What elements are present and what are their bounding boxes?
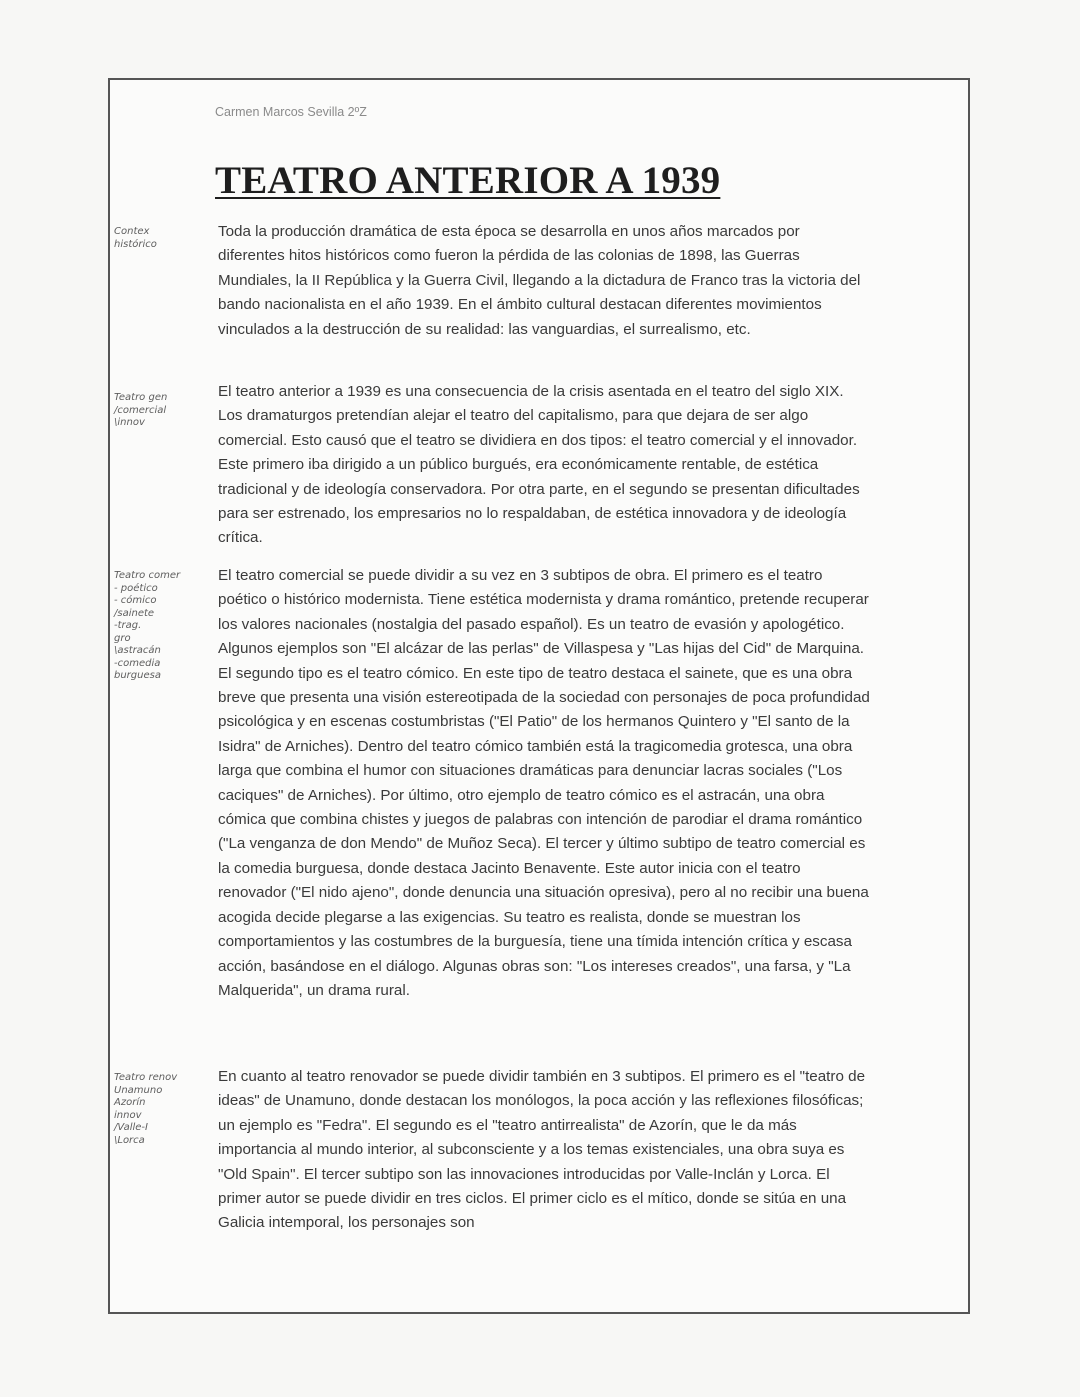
margin-note-renewal: Teatro renov Unamuno Azorín innov /Valle-I \Lorca — [114, 1072, 178, 1146]
margin-note-commercial: Teatro comer - poético - cómico /sainete -trag. gro \astracán -comedia burguesa — [114, 570, 181, 681]
paragraph-commercial-theater: El teatro comercial se puede dividir a su vez en 3 subtipos de obra. El primero es el teatro poético o histórico modernista. Tiene estética modernista y drama romántico, pretende recuperar los valores nacionales (nostalgia del pasado español). Es un teatro de evasión y apologético. Algunos ejemplos son "El alcázar de las perlas" de Villaspesa y "Las hijas del Cid" de Marquina. El segundo tipo es el teatro cómico. En este tipo de teatro destaca el sainete, que es una obra breve que presenta una visión estereotipada de la sociedad con personajes de poca profundidad psicológica y en escenas costumbristas ("El Patio" de los hermanos Quintero y "El santo de la Isidra" de Arniches). Dentro del teatro cómico también está la tragicomedia grotesca, una obra larga que combina el humor con situaciones dramáticas para denunciar lacras sociales ("Los caciques" de Arniches). Por último, otro ejemplo de teatro cómico es el astracán, una obra cómica que combina chistes y juegos de palabras con intención de parodiar el drama romántico ("La venganza de don Mendo" de Muñoz Seca). El tercer y último subtipo de teatro comercial es la comedia burguesa, donde destaca Jacinto Benavente. Este autor inicia con el teatro renovador ("El nido ajeno", donde denuncia una situación opresiva), pero al no recibir una buena acogida decide plegarse a las exigencias. Su teatro es realista, donde se muestran los comportamientos y las costumbres de la burguesía, tiene una tímida intención crítica y escasa acción, basándose en el diálogo. Algunas obras son: "Los intereses creados", una farsa, y "La Malquerida", un drama rural. — [218, 567, 870, 999]
author-header: Carmen Marcos Sevilla 2ºZ — [215, 105, 367, 119]
page-title: TEATRO ANTERIOR A 1939 — [215, 159, 721, 202]
margin-note-theater-types: Teatro gen /comercial \innov — [114, 392, 168, 428]
paragraph-theater-types: El teatro anterior a 1939 es una consecuencia de la crisis asentada en el teatro del siglo XIX. Los dramaturgos pretendían alejar el teatro del capitalismo, para que dejara de ser algo comercial. Esto causó que el teatro se dividiera en dos tipos: el teatro comercial y el innovador. Este primero iba dirigido a un público burgués, era económicamente rentable, de estética tradicional y de ideología conservadora. Por otra parte, en el segundo se presentan dificultades para ser estrenado, los empresarios no lo respaldaban, de estética innovadora y de ideología crítica. — [218, 383, 860, 547]
paragraph-historical-context: Toda la producción dramática de esta época se desarrolla en unos años marcados por diferentes hitos históricos como fueron la pérdida de las colonias de 1898, las Guerras Mundiales, la II República y la Guerra Civil, llegando a la dictadura de Franco tras la victoria del bando nacionalista en el año 1939. En el ámbito cultural destacan diferentes movimientos vinculados a la destrucción de su realidad: las vanguardias, el surrealismo, etc. — [218, 223, 861, 338]
paragraph-renewal-theater: En cuanto al teatro renovador se puede dividir también en 3 subtipos. El primero es el "teatro de ideas" de Unamuno, donde destacan los monólogos, la poca acción y las reflexiones filosóficas; un ejemplo es "Fedra". El segundo es el "teatro antirrealista" de Azorín, que le da más importancia al mundo interior, al subconsciente y a los temas existenciales, una obra suya es "Old Spain". El tercer subtipo son las innovaciones introducidas por Valle-Inclán y Lorca. El primer autor se puede dividir en tres ciclos. El primer ciclo es el mítico, donde se sitúa en una Galicia intemporal, los personajes son — [218, 1068, 866, 1232]
margin-note-context: Contex histórico — [114, 226, 157, 250]
